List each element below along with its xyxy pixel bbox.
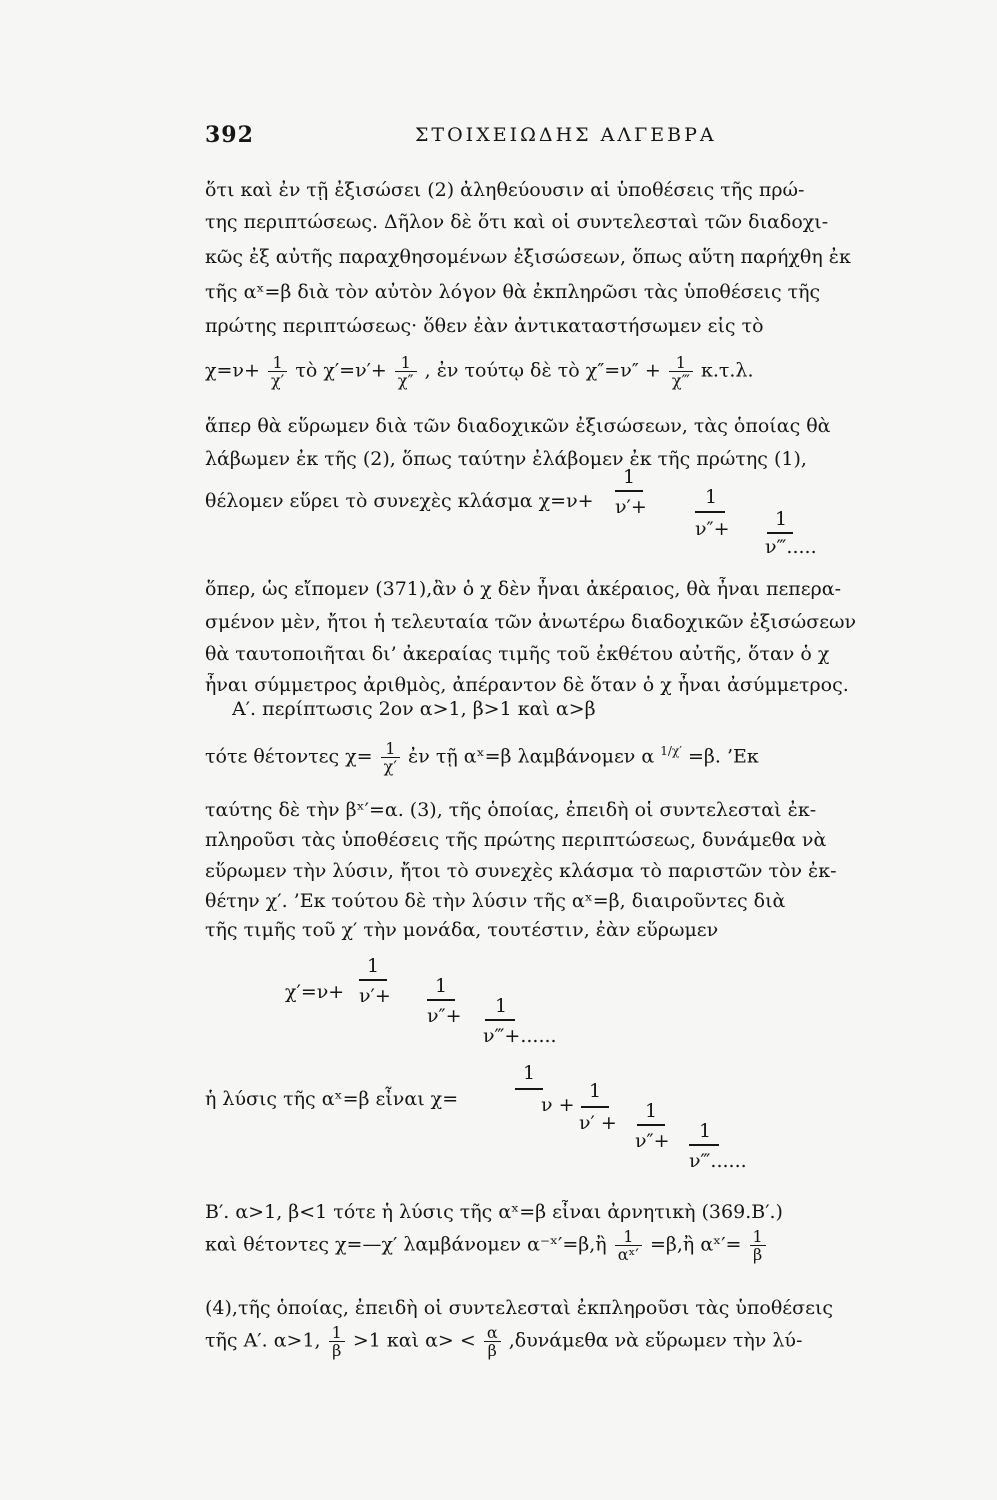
cf-numerator: 1	[589, 1080, 602, 1102]
fraction-numerator: 1	[268, 354, 287, 372]
formula-text: θέλομεν εὕρει τὸ συνεχὲς κλάσμα χ=ν+	[205, 490, 594, 512]
formula-text: κ.τ.λ.	[700, 359, 754, 382]
text-line: ὅπερ, ὡς εἴπομεν (371),ἂν ὁ χ δὲν ἦναι ἀκέραιος, θὰ ἦναι πεπερα-	[205, 578, 842, 600]
formula-text: τότε θέτοντες χ=	[205, 745, 373, 768]
formula-text: τῆς Α′. α>1,	[205, 1329, 321, 1352]
fraction-numerator: 1	[381, 740, 400, 758]
fraction-bar	[485, 1019, 515, 1021]
fraction-numerator: 1	[750, 1228, 766, 1246]
exponent: 1/χ′	[660, 744, 682, 759]
formula-text: =β. ’Εκ	[688, 745, 759, 768]
cf-denominator: ν′+	[359, 985, 391, 1007]
cf-numerator: 1	[367, 955, 380, 977]
fraction-numerator: 1	[395, 354, 417, 372]
cf-denominator: ν′+	[615, 496, 647, 518]
text-line: σμένον μὲν, ἤτοι ἡ τελευταία τῶν ἀνωτέρω διαδοχικῶν ἐξισώσεων	[205, 611, 857, 633]
fraction-numerator: 1	[615, 1228, 642, 1246]
fraction-denominator: β	[752, 1245, 763, 1264]
continued-fraction-solution	[205, 1062, 805, 1182]
cf-denominator: ν″+	[427, 1005, 462, 1027]
cf-denominator: ν″+	[695, 518, 730, 540]
fraction	[268, 354, 287, 389]
text-line: πρώτης περιπτώσεως· ὅθεν ἐὰν ἀντικαταστήσωμεν εἰς τὸ	[205, 315, 764, 337]
formula-chi-expansion	[205, 354, 754, 389]
text-line: θὰ ταυτοποιῆται δι’ ἀκεραίας τιμῆς τοῦ ἐκθέτου αὐτῆς, ὅταν ὁ χ	[205, 643, 830, 665]
fraction-denominator: αˣ′	[617, 1245, 639, 1264]
fraction-bar	[767, 532, 793, 534]
text-line: λάβωμεν ἐκ τῆς (2), ὅπως ταύτην ἐλάβομεν ἐκ τῆς πρώτης (1),	[205, 448, 807, 470]
fraction-numerator: 1	[329, 1324, 345, 1342]
cf-numerator: 1	[623, 466, 636, 488]
fraction-bar	[695, 511, 725, 513]
fraction-bar	[637, 1124, 665, 1126]
formula-substitution	[205, 740, 759, 775]
cf-numerator: 1	[435, 975, 448, 997]
cf-numerator: 1	[495, 995, 508, 1017]
cf-numerator: 1	[699, 1120, 712, 1142]
cf-denominator: ν′ +	[579, 1112, 617, 1134]
formula-negative-exponent	[205, 1228, 768, 1263]
fraction-bar	[581, 1106, 609, 1108]
formula-conditions	[205, 1324, 802, 1359]
fraction-denominator: β	[487, 1341, 497, 1360]
fraction	[329, 1324, 345, 1359]
section-heading: Β′. α>1, β<1 τότε ἡ λύσις τῆς αˣ=β εἶναι ἀρνητικὴ (369.Β′.)	[205, 1201, 783, 1223]
cf-numerator: 1	[645, 1100, 658, 1122]
fraction-bar	[689, 1144, 719, 1146]
fraction-bar	[427, 999, 455, 1001]
text-line: κῶς ἐξ αὐτῆς παραχθησομένων ἐξισώσεων, ὅπως αὕτη παρήχθη ἐκ	[205, 246, 851, 268]
fraction-denominator: χ‴	[671, 371, 690, 390]
formula-text: >1 καὶ α> <	[352, 1329, 476, 1352]
fraction	[484, 1324, 501, 1359]
text-line: ὅτι καὶ ἐν τῇ ἐξισώσει (2) ἀληθεύουσιν αἱ ὑποθέσεις τῆς πρώ-	[205, 179, 805, 201]
text-line: της περιπτώσεως. Δῆλον δὲ ὅτι καὶ οἱ συντελεσταὶ τῶν διαδοχι-	[205, 211, 829, 233]
fraction-bar	[359, 979, 387, 981]
fraction-bar	[515, 1088, 543, 1090]
formula-text: =β,ἢ αˣ′=	[649, 1233, 742, 1256]
fraction	[395, 354, 417, 389]
fraction-denominator: χ′	[383, 757, 397, 776]
cf-numerator: 1	[523, 1062, 536, 1084]
page-header	[205, 122, 905, 152]
text-line: εὕρωμεν τὴν λύσιν, ἤτοι τὸ συνεχὲς κλάσμα τὸ παριστῶν τὸν ἐκ-	[205, 860, 837, 882]
text-line: (4),τῆς ὁποίας, ἐπειδὴ οἱ συντελεσταὶ ἐκπληροῦσι τὰς ὑποθέσεις	[205, 1297, 834, 1319]
formula-text: , ἐν τούτῳ δὲ τὸ χ″=ν″ +	[424, 359, 661, 382]
fraction	[615, 1228, 642, 1263]
continued-fraction-chi	[205, 466, 905, 566]
fraction-denominator: χ″	[397, 371, 414, 390]
cf-denominator: ν″+	[635, 1130, 670, 1152]
formula-text: ἡ λύσις τῆς αˣ=β εἶναι χ=	[205, 1088, 459, 1110]
formula-text: τὸ χ′=ν′+	[295, 359, 387, 382]
section-heading: Α′. περίπτωσις 2ον α>1, β>1 καὶ α>β	[232, 698, 596, 720]
formula-text: καὶ θέτοντες χ=—χ′ λαμβάνομεν α⁻ˣ′=β,ἢ	[205, 1233, 607, 1256]
formula-text: χ′=ν+	[285, 981, 345, 1003]
cf-denominator: ν +	[541, 1094, 575, 1116]
text-line: τῆς τιμῆς τοῦ χ′ τὴν μονάδα, τουτέστιν, ἐὰν εὕρωμεν	[205, 919, 719, 941]
fraction-denominator: β	[332, 1341, 342, 1360]
running-title: ΣΤΟΙΧΕΙΩΔΗΣ ΑΛΓΕΒΡΑ	[415, 124, 717, 146]
fraction-numerator: 1	[669, 354, 693, 372]
fraction	[669, 354, 693, 389]
cf-numerator: 1	[775, 508, 788, 530]
page-number: 392	[205, 122, 254, 148]
text-line: θέτην χ′. ’Εκ τούτου δὲ τὴν λύσιν τῆς αˣ=β, διαιροῦντες διὰ	[205, 890, 786, 912]
text-line: πληροῦσι τὰς ὑποθέσεις τῆς πρώτης περιπτώσεως, δυνάμεθα νὰ	[205, 829, 827, 851]
cf-denominator: ν‴......	[689, 1150, 747, 1172]
formula-text: ,δυνάμεθα νὰ εὕρωμεν τὴν λύ-	[508, 1329, 803, 1352]
continued-fraction-chi-prime	[285, 955, 685, 1055]
fraction-denominator: χ′	[270, 371, 285, 390]
fraction	[750, 1228, 766, 1263]
text-line: τῆς αˣ=β διὰ τὸν αὐτὸν λόγον θὰ ἐκπληρῶσι τὰς ὑποθέσεις τῆς	[205, 281, 821, 303]
cf-denominator: ν‴.....	[765, 536, 817, 558]
fraction	[381, 740, 400, 775]
fraction-numerator: α	[484, 1324, 501, 1342]
formula-text: ἐν τῇ αˣ=β λαμβάνομεν α	[408, 745, 655, 768]
cf-denominator: ν‴+......	[483, 1025, 557, 1047]
text-line: ἅπερ θὰ εὕρωμεν διὰ τῶν διαδοχικῶν ἐξισώσεων, τὰς ὁποίας θὰ	[205, 415, 831, 437]
formula-text: χ=ν+	[205, 359, 260, 382]
fraction-bar	[615, 490, 643, 492]
text-line: ἦναι σύμμετρος ἀριθμὸς, ἀπέραντον δὲ ὅταν ὁ χ ἦναι ἀσύμμετρος.	[205, 674, 849, 696]
text-line: ταύτης δὲ τὴν βˣ′=α. (3), τῆς ὁποίας, ἐπειδὴ οἱ συντελεσταὶ ἐκ-	[205, 799, 817, 821]
cf-numerator: 1	[705, 486, 718, 508]
